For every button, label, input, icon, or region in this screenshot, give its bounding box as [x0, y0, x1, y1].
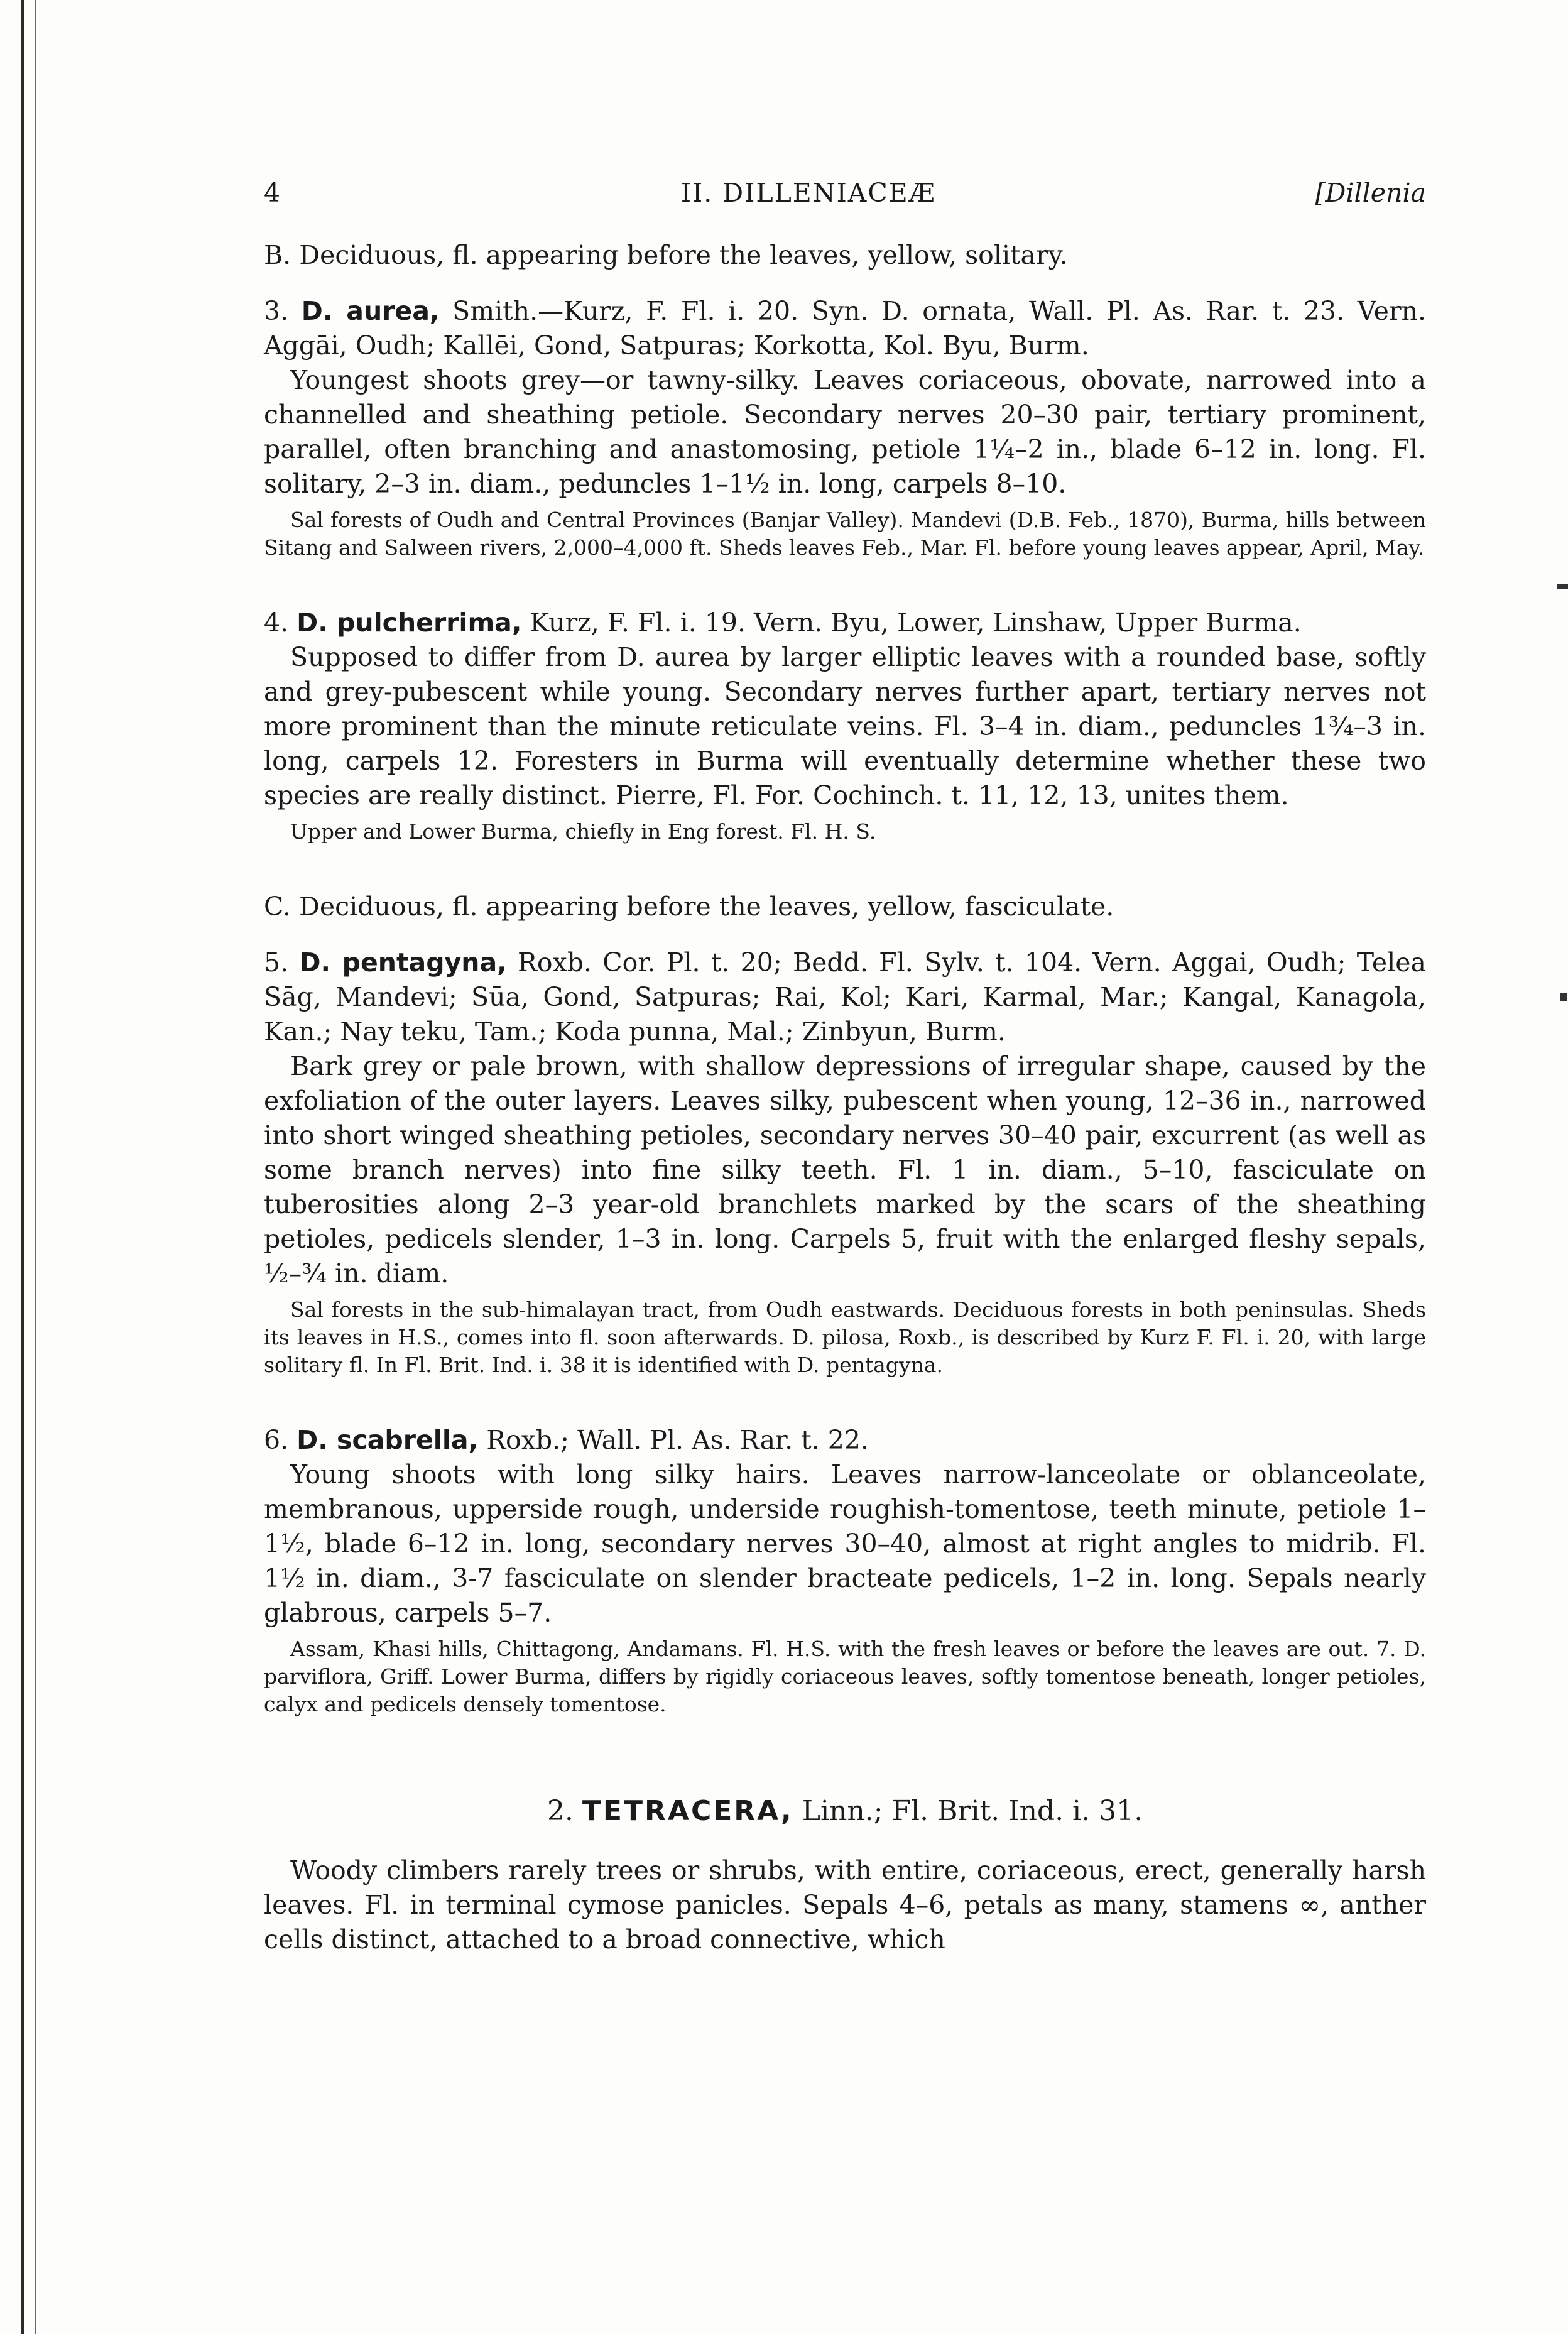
entry-headline — [264, 294, 1426, 363]
entry-number: 6. — [264, 1425, 289, 1455]
chapter-title: II. DILLENIACEÆ — [680, 178, 936, 208]
entry-distribution: Upper and Lower Burma, chiefly in Eng forest. Fl. H. S. — [290, 819, 876, 844]
entry-headline — [264, 1423, 1426, 1458]
running-header — [264, 176, 1426, 210]
entry-number: 5. — [264, 947, 289, 978]
entry-description: Young shoots with long silky hairs. Leaves narrow-lanceolate or oblanceolate, membranous, upperside rough, underside roughish-tomentose, teeth minute, petiole 1–1½, blade 6–12 in. long, secondary nerves 30–40, almost at right angles to midrib. Fl. 1½ in. diam., 3-7 fasciculate on slender bracteate pedicels, 1–2 in. long. Sepals nearly glabrous, carpels 5–7. — [264, 1459, 1426, 1628]
entry-reference: Smith.—Kurz, F. Fl. i. 20. Syn. D. ornata, Wall. Pl. As. Rar. t. 23. Vern. Aggāi, Oudh; Kallēi, Gond, Satpuras; Korkotta, Kol. Byu, Burm. — [264, 296, 1426, 361]
entry-headline — [264, 606, 1426, 640]
entry-description: Youngest shoots grey—or tawny-silky. Leaves coriaceous, obovate, narrowed into a channelled and sheathing petiole. Secondary nerves 20–30 pair, tertiary prominent, parallel, often branching and anastomosing, petiole 1¼–2 in., blade 6–12 in. long. Fl. solitary, 2–3 in. diam., peduncles 1–1½ in. long, carpels 8–10. — [264, 365, 1426, 499]
scan-mark — [1560, 993, 1567, 1001]
entry-distribution: Sal forests of Oudh and Central Provinces (Banjar Valley). Mandevi (D.B. Feb., 1870), Burma, hills between Sitang and Salween rivers, 2,000–4,000 ft. Sheds leaves Feb., Mar. Fl. before young leaves appear, April, May. — [264, 508, 1426, 560]
entry-number: 4. — [264, 608, 289, 638]
species-name: D. pulcherrima, — [297, 608, 522, 638]
page-number: 4 — [264, 178, 281, 208]
entry-description: Supposed to differ from D. aurea by larger elliptic leaves with a rounded base, softly and grey-pubescent while young. Secondary nerves further apart, tertiary nerves not more prominent than the minute reticulate veins. Fl. 3–4 in. diam., peduncles 1¾–3 in. long, carpels 12. Foresters in Burma will eventually determine whether these two species are really distinct. Pierre, Fl. For. Cochinch. t. 11, 12, 13, unites them. — [264, 642, 1426, 810]
genus-name: TETRACERA, — [582, 1795, 793, 1827]
entry-headline — [264, 946, 1426, 1049]
entry-number: 3. — [264, 296, 289, 326]
scan-mark — [1557, 584, 1568, 589]
entry-reference: Roxb.; Wall. Pl. As. Rar. t. 22. — [478, 1425, 869, 1455]
genus-heading — [264, 1794, 1426, 1828]
species-entry-5 — [264, 946, 1426, 1379]
section-heading-b: B. Deciduous, fl. appearing before the leaves, yellow, solitary. — [264, 240, 1068, 270]
genus-number: 2. — [547, 1795, 574, 1827]
binding-edge — [21, 0, 24, 2334]
species-entry-6 — [264, 1423, 1426, 1718]
species-entry-4 — [264, 606, 1426, 846]
species-entry-3 — [264, 294, 1426, 562]
running-genus: [Dillenia — [1315, 178, 1426, 208]
entry-description: Bark grey or pale brown, with shallow depressions of irregular shape, caused by the exfoliation of the outer layers. Leaves silky, pubescent when young, 12–36 in., narrowed into short winged sheathing petioles, secondary nerves 30–40 pair, excurrent (as well as some branch nerves) into fine silky teeth. Fl. 1 in. diam., 5–10, fasciculate on tuberosities along 2–3 year-old branchlets marked by the scars of the sheathing petioles, pedicels slender, 1–3 in. long. Carpels 5, fruit with the enlarged fleshy sepals, ½–¾ in. diam. — [264, 1051, 1426, 1289]
page-content — [264, 176, 1426, 1957]
section-heading-c: C. Deciduous, fl. appearing before the leaves, yellow, fasciculate. — [264, 892, 1114, 922]
species-name: D. scabrella, — [297, 1425, 479, 1455]
entry-reference: Kurz, F. Fl. i. 19. Vern. Byu, Lower, Linshaw, Upper Burma. — [521, 608, 1302, 638]
entry-distribution: Assam, Khasi hills, Chittagong, Andamans. Fl. H.S. with the fresh leaves or before the leaves are out. 7. D. parviflora, Griff. Lower Burma, differs by rigidly coriaceous leaves, softly tomentose beneath, longer petioles, calyx and pedicels densely tomentose. — [264, 1637, 1426, 1716]
entry-reference: Roxb. Cor. Pl. t. 20; Bedd. Fl. Sylv. t. 104. Vern. Aggai, Oudh; Telea Sāg, Mandevi; Sūa, Gond, Satpuras; Rai, Kol; Kari, Karmal, Mar.; Kangal, Kanagola, Kan.; Nay teku, Tam.; Koda punna, Mal.; Zinbyun, Burm. — [264, 947, 1426, 1047]
species-name: D. aurea, — [301, 296, 440, 326]
binding-edge-inner — [35, 0, 36, 2334]
entry-distribution: Sal forests in the sub-himalayan tract, from Oudh eastwards. Deciduous forests in both peninsulas. Sheds its leaves in H.S., comes into fl. soon afterwards. D. pilosa, Roxb., is described by Kurz F. Fl. i. 20, with large solitary fl. In Fl. Brit. Ind. i. 38 it is identified with D. pentagyna. — [264, 1297, 1426, 1377]
genus-reference: Linn.; Fl. Brit. Ind. i. 31. — [793, 1795, 1143, 1827]
species-name: D. pentagyna, — [299, 947, 507, 978]
genus-description: Woody climbers rarely trees or shrubs, with entire, coriaceous, erect, generally harsh leaves. Fl. in terminal cymose panicles. Sepals 4–6, petals as many, stamens ∞, anther cells distinct, attached to a broad connective, which — [264, 1855, 1426, 1955]
